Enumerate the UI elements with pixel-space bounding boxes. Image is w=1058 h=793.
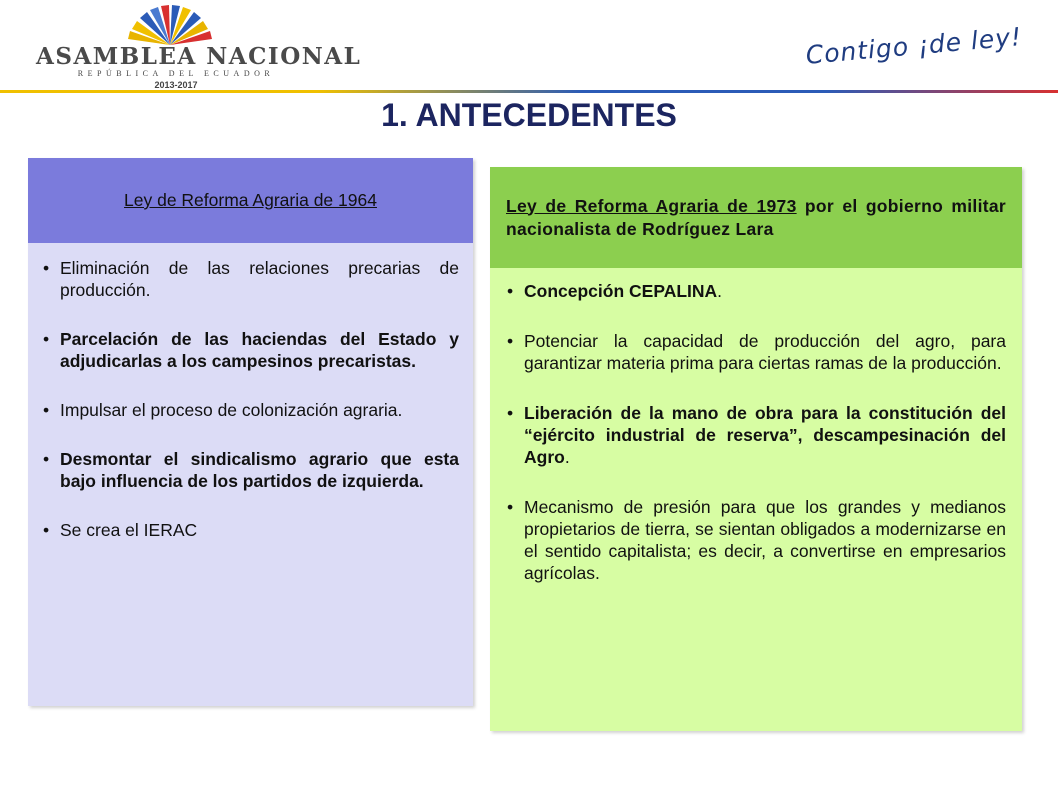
list-item-text: Concepción CEPALINA	[524, 281, 718, 301]
list-item-text: .	[996, 353, 1002, 373]
list-item-text: Potenciar la capacidad de producción del agro, para garantizar materia prima para ciertas ramas de la producción	[524, 331, 1006, 373]
panel-ley-1964-heading: Ley de Reforma Agraria de 1964	[124, 190, 377, 210]
sunburst-emblem-icon	[125, 5, 215, 45]
list-item	[506, 402, 1006, 468]
list-item-text: Parcelación de las haciendas del Estado y adjudicarlas a los campesinos precaristas.	[60, 329, 459, 371]
list-item	[42, 328, 459, 372]
list-item-text: Se crea el IERAC	[60, 520, 198, 540]
list-item-text: .	[717, 281, 723, 301]
slide-title: 1. ANTECEDENTES	[381, 97, 677, 133]
list-item	[506, 496, 1006, 584]
header-divider	[0, 90, 1058, 93]
panel-ley-1973-heading	[506, 195, 1006, 241]
list-item-text: Mecanismo de presión para que los grandes y medianos propietarios de tierra, se sientan obligados a modernizarse en el sentido capitalista; es decir, a convertirse en empresarios agrícolas	[524, 497, 1006, 583]
panel-ley-1964	[28, 158, 473, 706]
org-name: ASAMBLEA NACIONAL	[36, 43, 362, 70]
slogan: Contigo ¡de ley!	[804, 22, 1024, 70]
list-item	[42, 448, 459, 492]
list-item-text: .	[595, 563, 600, 583]
panel-ley-1964-header	[28, 158, 473, 243]
list-item	[42, 257, 459, 301]
list-item-text: Impulsar el proceso de colonización agraria.	[60, 400, 403, 420]
list-item	[506, 330, 1006, 374]
panel-ley-1964-list	[28, 243, 473, 541]
list-item-text: Desmontar el sindicalismo agrario que esta bajo influencia de los partidos de izquierda.	[60, 449, 459, 491]
heading-rest: por el gobierno militar nacionalista de Rodríguez Lara	[506, 195, 1007, 239]
asamblea-logo	[30, 5, 362, 90]
list-item	[506, 280, 1006, 302]
list-item-text: Liberación de la mano de obra para la constitución del “ejército industrial de reserva”, descampesinación del Agro	[524, 403, 1006, 467]
org-subtitle: REPÚBLICA DEL ECUADOR	[77, 69, 275, 78]
list-item	[42, 519, 459, 541]
org-years: 2013-2017	[154, 80, 198, 90]
panel-ley-1973-header	[490, 167, 1022, 268]
panel-ley-1973	[490, 167, 1022, 731]
list-item-text: .	[564, 447, 570, 467]
heading-underlined: Ley de Reforma Agraria de 1973	[506, 195, 797, 216]
panel-ley-1973-list	[490, 268, 1022, 584]
list-item	[42, 399, 459, 421]
list-item-text: Eliminación de las relaciones precarias de producción.	[60, 258, 459, 300]
